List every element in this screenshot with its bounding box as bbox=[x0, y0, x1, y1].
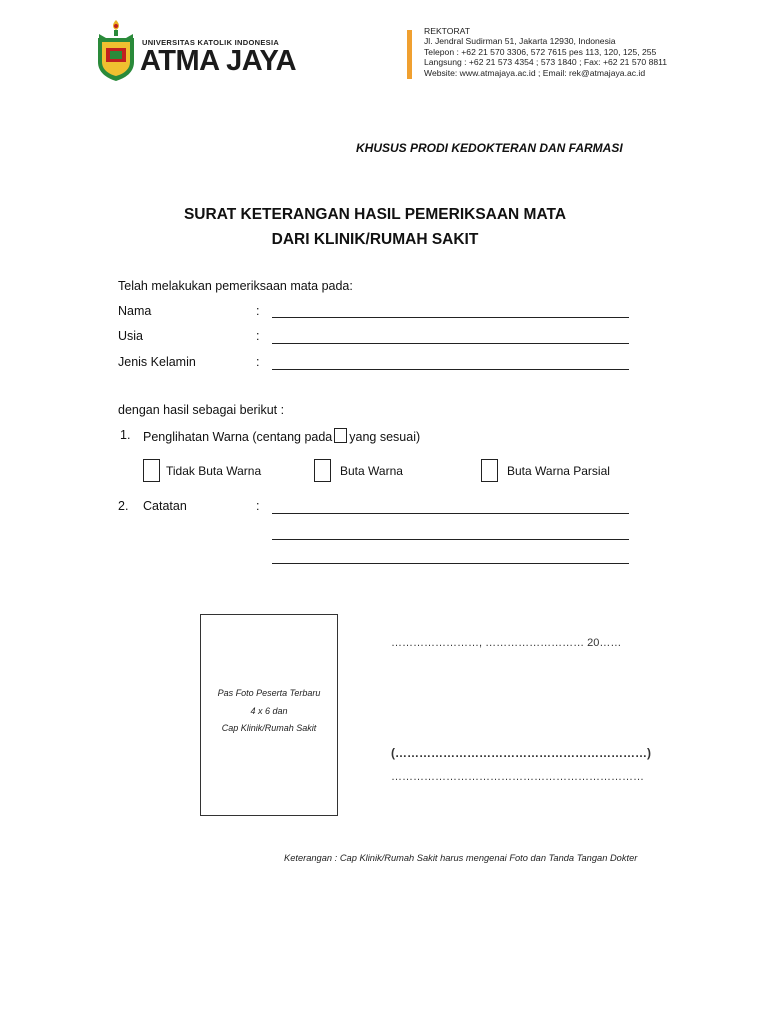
item1-number: 1. bbox=[120, 428, 131, 442]
checkbox-not-color-blind[interactable] bbox=[143, 459, 160, 482]
checkbox-icon bbox=[334, 428, 347, 443]
option-not-color-blind: Tidak Buta Warna bbox=[166, 464, 262, 478]
age-field-line[interactable] bbox=[272, 343, 629, 344]
item2-label: Catatan bbox=[143, 499, 187, 513]
header-accent-bar bbox=[407, 30, 412, 79]
option-color-blind: Buta Warna bbox=[340, 464, 403, 478]
signature-id-line[interactable]: …………………………………………………………… bbox=[391, 771, 644, 783]
photo-line-2: 4 x 6 dan bbox=[250, 706, 288, 716]
special-note: KHUSUS PRODI KEDOKTERAN DAN FARMASI bbox=[356, 141, 623, 155]
name-field-line[interactable] bbox=[272, 317, 629, 318]
title-line-1: SURAT KETERANGAN HASIL PEMERIKSAAN MATA bbox=[183, 206, 567, 223]
notes-line-2[interactable] bbox=[272, 539, 629, 540]
notes-line-3[interactable] bbox=[272, 563, 629, 564]
name-colon: : bbox=[256, 304, 260, 318]
document-title bbox=[160, 202, 590, 252]
photo-line-1: Pas Foto Peserta Terbaru bbox=[217, 688, 321, 698]
place-date-line[interactable]: ……………………, ……………………… 20…… bbox=[391, 637, 622, 649]
item2-number: 2. bbox=[118, 499, 129, 513]
signature-name-line[interactable]: (………………………………………………………) bbox=[391, 746, 651, 760]
checkbox-partial-color-blind[interactable] bbox=[481, 459, 498, 482]
gender-label: Jenis Kelamin bbox=[118, 355, 196, 369]
contact-line: REKTORAT bbox=[424, 26, 470, 36]
title-line-2: DARI KLINIK/RUMAH SAKIT bbox=[271, 231, 479, 248]
results-intro: dengan hasil sebagai berikut : bbox=[118, 403, 285, 417]
contact-info bbox=[424, 26, 667, 78]
item1-label-after: yang sesuai) bbox=[349, 430, 421, 444]
university-subtitle: UNIVERSITAS KATOLIK INDONESIA bbox=[142, 38, 280, 47]
gender-field-line[interactable] bbox=[272, 369, 629, 370]
university-logo bbox=[96, 18, 136, 82]
item1-label-before: Penglihatan Warna (centang pada bbox=[143, 430, 333, 444]
photo-line-3: Cap Klinik/Rumah Sakit bbox=[221, 723, 317, 733]
intro-text: Telah melakukan pemeriksaan mata pada: bbox=[118, 279, 353, 293]
contact-line: Langsung : +62 21 573 4354 ; 573 1840 ; Fax: +62 21 570 8811 bbox=[424, 57, 668, 68]
age-colon: : bbox=[256, 329, 260, 343]
university-name: ATMA JAYA bbox=[140, 45, 297, 77]
notes-line-1[interactable] bbox=[272, 513, 629, 514]
item1-label bbox=[143, 428, 420, 444]
checkbox-color-blind[interactable] bbox=[314, 459, 331, 482]
contact-line: Jl. Jendral Sudirman 51, Jakarta 12930, Indonesia bbox=[424, 36, 616, 47]
footnote: Keterangan : Cap Klinik/Rumah Sakit harus mengenai Foto dan Tanda Tangan Dokter bbox=[284, 853, 638, 863]
age-label: Usia bbox=[118, 329, 144, 343]
item2-colon: : bbox=[256, 499, 260, 513]
name-label: Nama bbox=[118, 304, 152, 318]
contact-line: Website: www.atmajaya.ac.id ; Email: rek@atmajaya.ac.id bbox=[424, 67, 646, 78]
option-partial-color-blind: Buta Warna Parsial bbox=[507, 464, 610, 478]
contact-line: Telepon : +62 21 570 3306, 572 7615 pes 113, 120, 125, 255 bbox=[424, 46, 657, 57]
gender-colon: : bbox=[256, 355, 260, 369]
photo-box bbox=[200, 614, 338, 816]
